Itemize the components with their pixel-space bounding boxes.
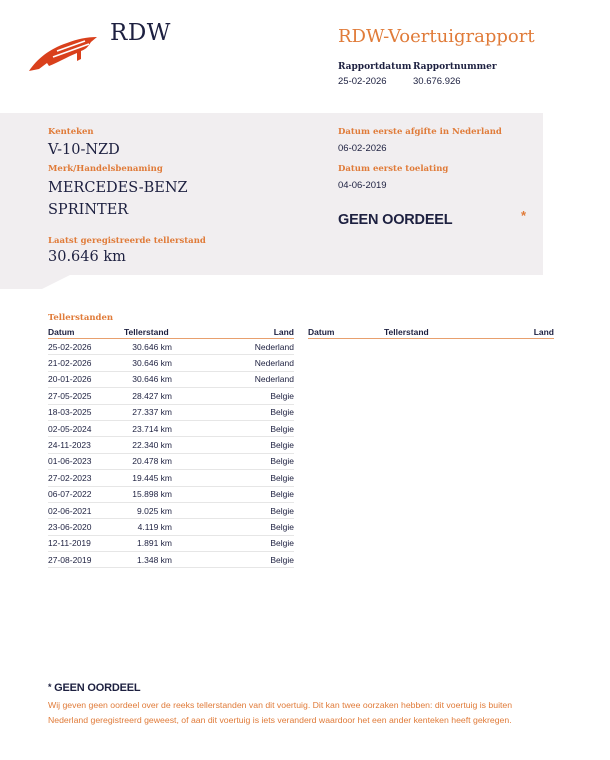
reading-date: 27-08-2019 (48, 554, 92, 565)
reading-odometer: 27.337 km (132, 407, 172, 418)
reading-date: 23-06-2020 (48, 521, 92, 532)
verdict-footnote-marker: * (521, 208, 527, 223)
table-body (48, 339, 294, 568)
readings-table-continued (308, 327, 554, 339)
column-header-country: Land (533, 327, 554, 337)
rdw-bird-logo-icon (27, 33, 99, 73)
reading-country: Belgie (270, 390, 294, 401)
report-title: RDW-Voertuigrapport (338, 26, 535, 47)
table-row (48, 388, 294, 404)
column-header-country: Land (273, 327, 294, 337)
reading-date: 02-05-2024 (48, 423, 92, 434)
footnote-marker: * (48, 682, 52, 692)
reading-date: 21-02-2026 (48, 358, 92, 369)
reading-date: 20-01-2026 (48, 374, 92, 385)
readings-table (48, 327, 294, 568)
first-nl-label: Datum eerste afgifte in Nederland (338, 127, 502, 137)
table-row (48, 405, 294, 421)
make-value-line1: MERCEDES-BENZ (48, 180, 188, 196)
table-row (48, 421, 294, 437)
reading-date: 27-02-2023 (48, 472, 92, 483)
reading-country: Belgie (270, 505, 294, 516)
panel-notch-decoration (0, 275, 70, 289)
reading-odometer: 23.714 km (132, 423, 172, 434)
reading-odometer: 30.646 km (132, 358, 172, 369)
table-row (48, 355, 294, 371)
first-admission-label: Datum eerste toelating (338, 164, 449, 174)
first-nl-value: 06-02-2026 (338, 143, 387, 154)
table-row (48, 519, 294, 535)
column-header-odometer: Tellerstand (384, 327, 429, 337)
plate-label: Kenteken (48, 127, 94, 137)
reading-odometer: 28.427 km (132, 390, 172, 401)
reading-country: Nederland (254, 374, 294, 385)
report-date-value: 25-02-2026 (338, 76, 387, 87)
table-row (48, 487, 294, 503)
report-date (338, 62, 411, 87)
reading-date: 06-07-2022 (48, 489, 92, 500)
table-row (48, 470, 294, 486)
table-row (48, 454, 294, 470)
reading-odometer: 15.898 km (132, 489, 172, 500)
footnote-title (48, 682, 140, 694)
report-number (413, 62, 497, 87)
reading-country: Belgie (270, 554, 294, 565)
table-header (308, 327, 554, 339)
footnote-text: Wij geven geen oordeel over de reeks tellerstanden van dit voertuig. Dit kan twee oorzaken hebben: dit voertuig is buiten Nederland geregistreerd geweest, of aan dit voertuig is iets veranderd waardoor het een ander kenteken heeft gekregen. (48, 700, 513, 725)
table-header (48, 327, 294, 339)
reading-date: 27-05-2025 (48, 390, 92, 401)
reading-odometer: 30.646 km (132, 374, 172, 385)
reading-country: Belgie (270, 407, 294, 418)
reading-country: Nederland (254, 358, 294, 369)
report-date-label: Rapportdatum (338, 62, 412, 72)
table-row (48, 552, 294, 568)
column-header-date: Datum (308, 327, 335, 337)
report-number-label: Rapportnummer (413, 62, 497, 72)
reading-odometer: 1.348 km (137, 554, 172, 565)
readings-section-title: Tellerstanden (48, 313, 114, 323)
footnote-title-text: GEEN OORDEEL (54, 682, 141, 694)
table-row (48, 339, 294, 355)
reading-country: Belgie (270, 538, 294, 549)
reading-country: Belgie (270, 521, 294, 532)
reading-odometer: 4.119 km (137, 521, 172, 532)
table-row (48, 437, 294, 453)
make-label: Merk/Handelsbenaming (48, 164, 163, 174)
plate-value: V-10-NZD (48, 142, 120, 158)
column-header-date: Datum (48, 327, 75, 337)
verdict-status: GEEN OORDEEL (338, 212, 453, 228)
reading-date: 18-03-2025 (48, 407, 92, 418)
first-admission-value: 04-06-2019 (338, 180, 387, 191)
report-number-value: 30.676.926 (413, 76, 461, 87)
reading-odometer: 20.478 km (132, 456, 172, 467)
reading-country: Belgie (270, 456, 294, 467)
table-row (48, 372, 294, 388)
brand-name: RDW (110, 20, 171, 46)
reading-date: 25-02-2026 (48, 341, 92, 352)
reading-odometer: 30.646 km (132, 341, 172, 352)
reading-date: 01-06-2023 (48, 456, 92, 467)
odometer-label: Laatst geregistreerde tellerstand (48, 236, 206, 246)
reading-odometer: 9.025 km (137, 505, 172, 516)
reading-country: Belgie (270, 489, 294, 500)
odometer-value: 30.646 km (48, 249, 126, 265)
reading-date: 24-11-2023 (48, 440, 91, 451)
reading-country: Belgie (270, 440, 294, 451)
reading-odometer: 19.445 km (132, 472, 172, 483)
reading-odometer: 1.891 km (137, 538, 172, 549)
make-value-line2: SPRINTER (48, 202, 129, 218)
reading-country: Belgie (270, 472, 294, 483)
table-row (48, 503, 294, 519)
reading-country: Belgie (270, 423, 294, 434)
reading-date: 12-11-2019 (48, 538, 91, 549)
table-row (48, 536, 294, 552)
column-header-odometer: Tellerstand (124, 327, 169, 337)
reading-date: 02-06-2021 (48, 505, 92, 516)
reading-country: Nederland (254, 341, 294, 352)
reading-odometer: 22.340 km (132, 440, 172, 451)
